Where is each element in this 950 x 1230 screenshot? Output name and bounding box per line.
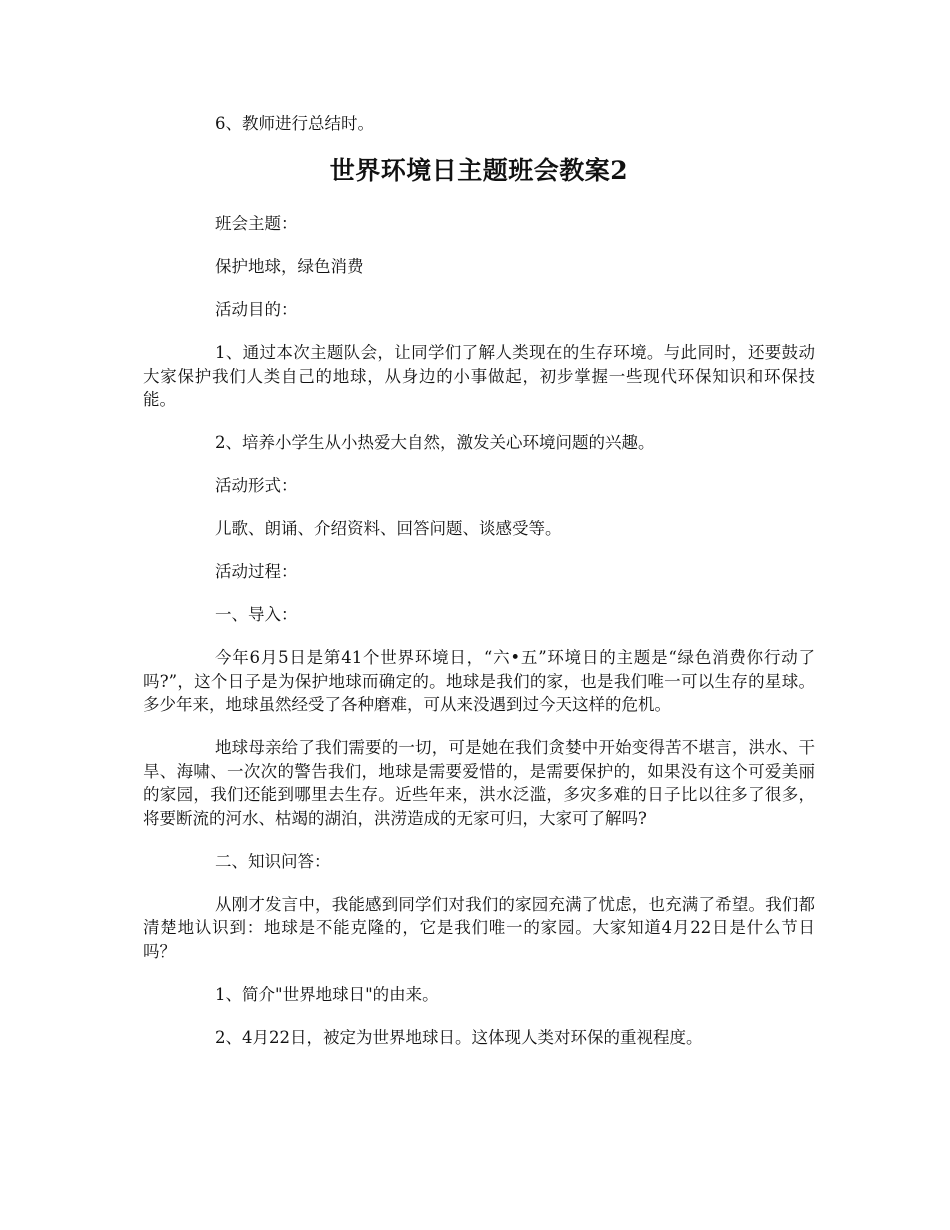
document-body	[143, 112, 815, 1069]
paragraph: 今年6月5日是第41个世界环境日，“六•五”环境日的主题是“绿色消费你行动了吗?”，这个日子是为保护地球而确定的。地球是我们的家，也是我们唯一可以生存的星球。多少年来，地球虽然经受了各种磨难，可从来没遇到过今天这样的危机。	[143, 648, 815, 714]
paragraph: 1、通过本次主题队会，让同学们了解人类现在的生存环境。与此同时，还要鼓动大家保护我们人类自己的地球，从身边的小事做起，初步掌握一些现代环保知识和环保技能。	[143, 343, 815, 409]
page-title: 世界环境日主题班会教案2	[329, 156, 629, 185]
paragraph: 一、导入：	[215, 605, 298, 624]
paragraph: 从刚才发言中，我能感到同学们对我们的家园充满了忧虑，也充满了希望。我们都清楚地认识到：地球是不能克隆的，它是我们唯一的家园。大家知道4月22日是什么节日吗？	[143, 894, 815, 961]
paragraph: 保护地球，绿色消费	[215, 257, 364, 276]
paragraph: 1、简介"世界地球日"的由来。	[215, 984, 439, 1004]
paragraph: 2、培养小学生从小热爱大自然，激发关心环境问题的兴趣。	[215, 433, 655, 452]
paragraph: 活动目的：	[215, 300, 298, 319]
paragraph: 活动过程：	[215, 562, 298, 581]
intro-line: 6、教师进行总结时。	[215, 114, 374, 133]
paragraph: 地球母亲给了我们需要的一切，可是她在我们贪婪中开始变得苦不堪言，洪水、干旱、海啸、一次次的警告我们，地球是需要爱惜的，是需要保护的，如果没有这个可爱美丽的家园，我们还能到哪里去生存。近些年来，洪水泛滥，多灾多难的日子比以往多了很多，将要断流的河水、枯竭的湖泊，洪涝造成的无家可归，大家可了解吗?	[143, 738, 815, 828]
paragraph: 二、知识问答：	[215, 851, 331, 871]
paragraph: 儿歌、朗诵、介绍资料、回答问题、谈感受等。	[215, 519, 562, 538]
paragraph: 班会主题：	[215, 214, 298, 233]
paragraph: 活动形式：	[215, 476, 298, 495]
paragraph: 2、4月22日，被定为世界地球日。这体现人类对环保的重视程度。	[215, 1027, 703, 1047]
